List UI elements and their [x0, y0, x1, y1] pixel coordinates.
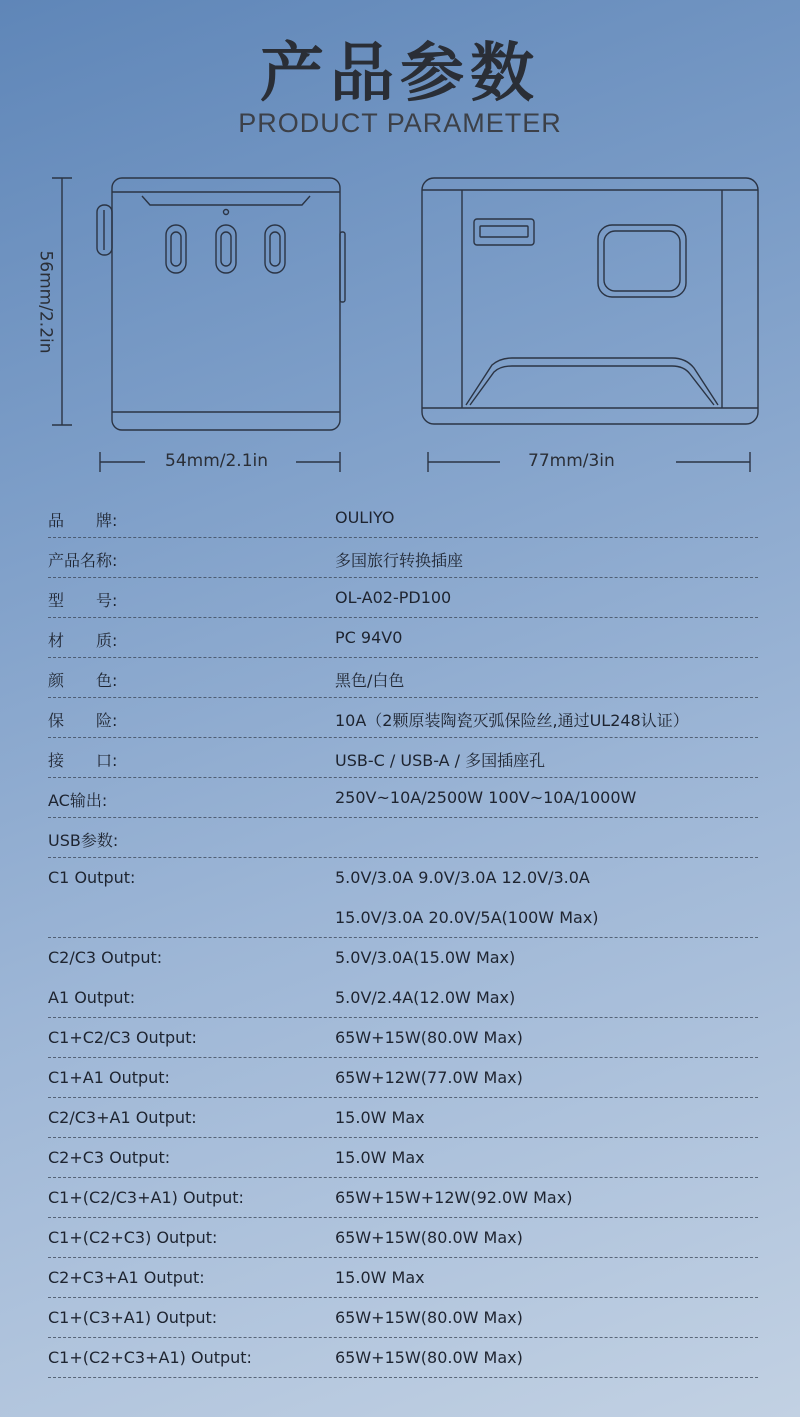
spec-row [48, 738, 758, 778]
product-line-drawing [0, 0, 800, 500]
width-dimension-label: 54mm/2.1in [165, 451, 269, 471]
spec-key: C1+C2/C3 Output: [48, 1028, 197, 1047]
spec-value: 65W+15W(80.0W Max) [335, 1228, 523, 1247]
spec-table [48, 498, 758, 1378]
spec-value: 65W+15W(80.0W Max) [335, 1348, 523, 1367]
spec-row [48, 1298, 758, 1338]
spec-row [48, 1338, 758, 1378]
spec-row [48, 1138, 758, 1178]
spec-key: 接 口: [48, 751, 118, 770]
spec-value: 5.0V/3.0A(15.0W Max) [335, 948, 516, 967]
spec-row [48, 898, 758, 938]
spec-key: AC输出: [48, 791, 108, 810]
spec-row [48, 538, 758, 578]
spec-value: 65W+15W(80.0W Max) [335, 1308, 523, 1327]
spec-value: 250V~10A/2500W 100V~10A/1000W [335, 788, 637, 807]
spec-key: C2/C3+A1 Output: [48, 1108, 197, 1127]
spec-value: 15.0W Max [335, 1268, 425, 1287]
page-title: 产品参数 [260, 37, 540, 111]
spec-key: C1+(C2+C3) Output: [48, 1228, 218, 1247]
height-dimension-label: 56mm/2.2in [35, 250, 56, 354]
spec-value: 65W+15W+12W(92.0W Max) [335, 1188, 573, 1207]
front-view [97, 178, 345, 430]
spec-row [48, 1018, 758, 1058]
spec-value: 5.0V/2.4A(12.0W Max) [335, 988, 516, 1007]
spec-key: C2+C3+A1 Output: [48, 1268, 205, 1287]
spec-value: 多国旅行转换插座 [335, 551, 464, 570]
spec-row [48, 578, 758, 618]
spec-value: OL-A02-PD100 [335, 588, 452, 607]
spec-row [48, 1058, 758, 1098]
spec-key: A1 Output: [48, 988, 136, 1007]
spec-row [48, 498, 758, 538]
spec-row [48, 978, 758, 1018]
spec-row [48, 1178, 758, 1218]
spec-value: 15.0V/3.0A 20.0V/5A(100W Max) [335, 908, 599, 927]
spec-value: OULIYO [335, 508, 395, 527]
spec-row [48, 618, 758, 658]
spec-key: C1+(C3+A1) Output: [48, 1308, 218, 1327]
spec-row [48, 818, 758, 858]
spec-row [48, 698, 758, 738]
side-view [422, 178, 758, 424]
page-subtitle: PRODUCT PARAMETER [238, 108, 562, 138]
spec-row [48, 858, 758, 898]
spec-key: 型 号: [48, 591, 118, 610]
spec-value: 65W+15W(80.0W Max) [335, 1028, 523, 1047]
spec-key: 颜 色: [48, 671, 118, 690]
spec-value: 15.0W Max [335, 1148, 425, 1167]
spec-key: C2/C3 Output: [48, 948, 163, 967]
spec-key: C1+A1 Output: [48, 1068, 170, 1087]
spec-row [48, 938, 758, 978]
spec-key: C2+C3 Output: [48, 1148, 171, 1167]
row-divider [48, 1377, 758, 1378]
spec-row [48, 778, 758, 818]
spec-key: USB参数: [48, 831, 119, 850]
spec-value: PC 94V0 [335, 628, 403, 647]
spec-row [48, 658, 758, 698]
depth-dimension-label: 77mm/3in [528, 451, 615, 471]
spec-row [48, 1218, 758, 1258]
spec-value: 10A（2颗原装陶瓷灭弧保险丝,通过UL248认证） [335, 711, 689, 730]
spec-row [48, 1258, 758, 1298]
spec-value: 65W+12W(77.0W Max) [335, 1068, 523, 1087]
spec-value: 黑色/白色 [335, 671, 405, 690]
spec-key: C1 Output: [48, 868, 136, 887]
spec-key: 品 牌: [48, 511, 118, 530]
spec-value: 5.0V/3.0A 9.0V/3.0A 12.0V/3.0A [335, 868, 590, 887]
spec-key: C1+(C2+C3+A1) Output: [48, 1348, 252, 1367]
spec-key: 保 险: [48, 711, 118, 730]
spec-key: 产品名称: [48, 551, 118, 570]
spec-row [48, 1098, 758, 1138]
spec-value: 15.0W Max [335, 1108, 425, 1127]
spec-value: USB-C / USB-A / 多国插座孔 [335, 751, 546, 770]
spec-key: 材 质: [48, 631, 118, 650]
spec-key: C1+(C2/C3+A1) Output: [48, 1188, 244, 1207]
